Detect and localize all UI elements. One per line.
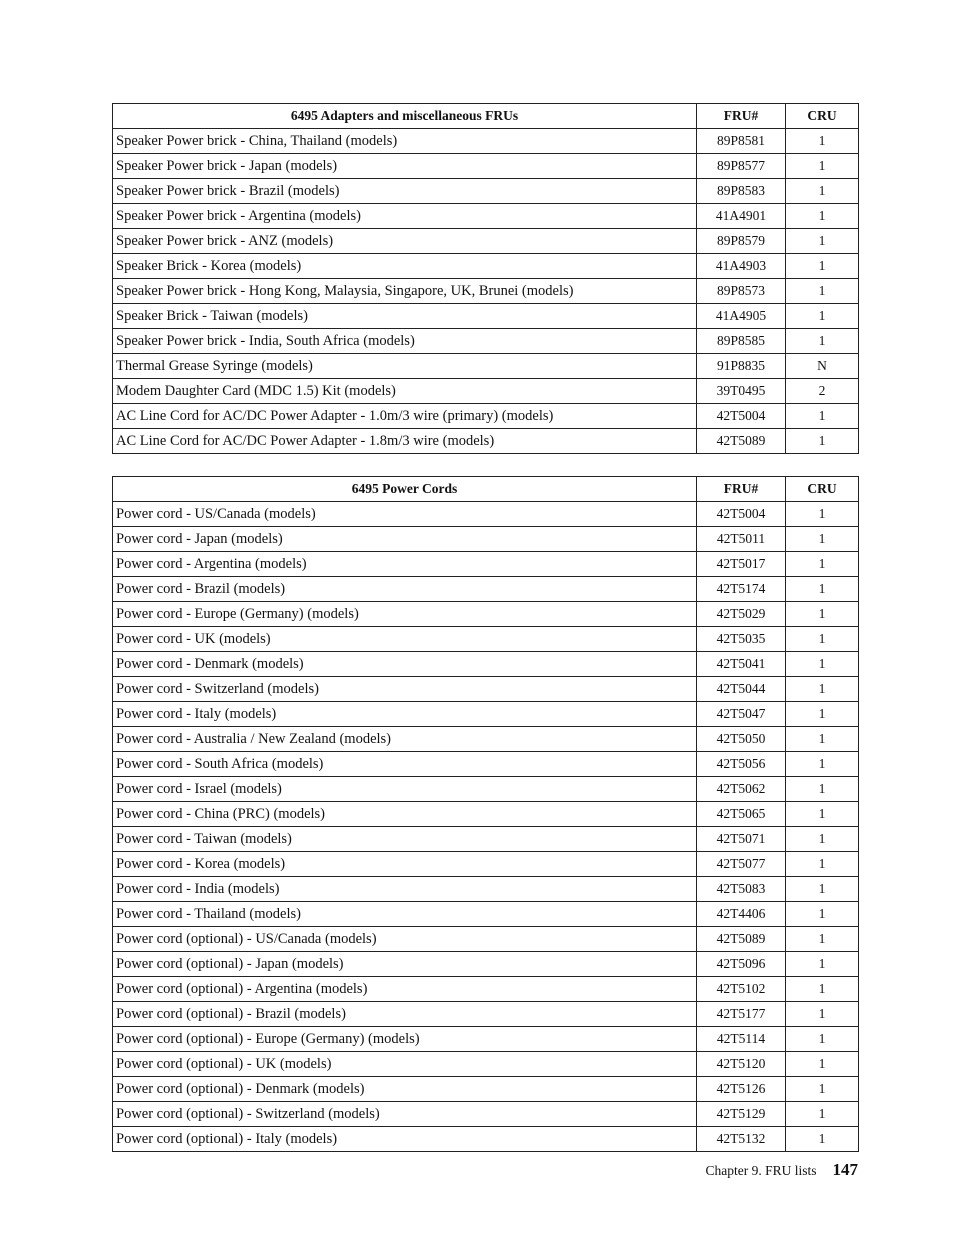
row-cru-value: N	[786, 354, 859, 379]
table-row	[113, 902, 859, 927]
row-description: Speaker Power brick - Hong Kong, Malaysia, Singapore, UK, Brunei (models)	[113, 279, 697, 304]
row-description: Power cord - Israel (models)	[113, 777, 697, 802]
row-fru-number: 42T5120	[697, 1052, 786, 1077]
table-row	[113, 1102, 859, 1127]
table-row	[113, 752, 859, 777]
row-cru-value: 1	[786, 1127, 859, 1152]
row-description: Power cord - South Africa (models)	[113, 752, 697, 777]
row-description: Speaker Brick - Taiwan (models)	[113, 304, 697, 329]
row-fru-number: 42T5114	[697, 1027, 786, 1052]
page-number: 147	[832, 1160, 858, 1179]
row-fru-number: 41A4903	[697, 254, 786, 279]
row-fru-number: 42T5041	[697, 652, 786, 677]
row-fru-number: 42T5065	[697, 802, 786, 827]
row-description: Power cord - US/Canada (models)	[113, 502, 697, 527]
row-cru-value: 1	[786, 502, 859, 527]
table-row	[113, 254, 859, 279]
row-fru-number: 39T0495	[697, 379, 786, 404]
row-fru-number: 42T5004	[697, 502, 786, 527]
table-row	[113, 577, 859, 602]
row-cru-value: 1	[786, 677, 859, 702]
row-description: Speaker Power brick - India, South Africa (models)	[113, 329, 697, 354]
row-fru-number: 42T5011	[697, 527, 786, 552]
row-cru-value: 1	[786, 179, 859, 204]
row-description: Speaker Power brick - Argentina (models)	[113, 204, 697, 229]
table-row	[113, 1052, 859, 1077]
row-description: Power cord - Argentina (models)	[113, 552, 697, 577]
table-row	[113, 354, 859, 379]
row-cru-value: 1	[786, 1027, 859, 1052]
row-description: Speaker Power brick - China, Thailand (models)	[113, 129, 697, 154]
row-fru-number: 42T4406	[697, 902, 786, 927]
table-row	[113, 852, 859, 877]
row-fru-number: 89P8577	[697, 154, 786, 179]
table-row	[113, 1077, 859, 1102]
row-fru-number: 42T5029	[697, 602, 786, 627]
row-fru-number: 42T5047	[697, 702, 786, 727]
table-row	[113, 877, 859, 902]
table-row	[113, 677, 859, 702]
table-row	[113, 552, 859, 577]
table-row	[113, 379, 859, 404]
row-description: AC Line Cord for AC/DC Power Adapter - 1.0m/3 wire (primary) (models)	[113, 404, 697, 429]
row-description: Speaker Power brick - Japan (models)	[113, 154, 697, 179]
row-fru-number: 42T5050	[697, 727, 786, 752]
row-fru-number: 89P8583	[697, 179, 786, 204]
row-cru-value: 1	[786, 204, 859, 229]
power-cords-fru-table	[112, 476, 859, 1152]
table-row	[113, 1127, 859, 1152]
table-row	[113, 952, 859, 977]
row-cru-value: 1	[786, 902, 859, 927]
row-description: Power cord - Switzerland (models)	[113, 677, 697, 702]
column-header-cru: CRU	[786, 104, 859, 129]
table-row	[113, 527, 859, 552]
row-cru-value: 1	[786, 304, 859, 329]
row-fru-number: 42T5056	[697, 752, 786, 777]
table-row	[113, 702, 859, 727]
table-row	[113, 279, 859, 304]
row-cru-value: 1	[786, 802, 859, 827]
row-cru-value: 1	[786, 1002, 859, 1027]
row-fru-number: 42T5044	[697, 677, 786, 702]
row-description: Power cord - Korea (models)	[113, 852, 697, 877]
column-header-description: 6495 Power Cords	[113, 477, 697, 502]
row-cru-value: 1	[786, 752, 859, 777]
row-fru-number: 42T5062	[697, 777, 786, 802]
row-fru-number: 89P8579	[697, 229, 786, 254]
row-cru-value: 1	[786, 652, 859, 677]
column-header-fru: FRU#	[697, 104, 786, 129]
row-fru-number: 42T5096	[697, 952, 786, 977]
row-description: Power cord (optional) - Europe (Germany) (models)	[113, 1027, 697, 1052]
row-description: Power cord (optional) - Italy (models)	[113, 1127, 697, 1152]
row-fru-number: 89P8585	[697, 329, 786, 354]
row-fru-number: 42T5126	[697, 1077, 786, 1102]
table-row	[113, 727, 859, 752]
row-fru-number: 42T5077	[697, 852, 786, 877]
row-cru-value: 1	[786, 852, 859, 877]
row-description: Power cord - Italy (models)	[113, 702, 697, 727]
row-fru-number: 41A4905	[697, 304, 786, 329]
table-header-row	[113, 477, 859, 502]
row-fru-number: 89P8581	[697, 129, 786, 154]
row-fru-number: 42T5089	[697, 927, 786, 952]
row-description: Power cord (optional) - Japan (models)	[113, 952, 697, 977]
row-description: Power cord - Taiwan (models)	[113, 827, 697, 852]
row-description: Speaker Power brick - Brazil (models)	[113, 179, 697, 204]
row-description: Power cord (optional) - Denmark (models)	[113, 1077, 697, 1102]
row-description: Power cord - Thailand (models)	[113, 902, 697, 927]
row-cru-value: 1	[786, 777, 859, 802]
row-description: AC Line Cord for AC/DC Power Adapter - 1.8m/3 wire (models)	[113, 429, 697, 454]
row-fru-number: 42T5004	[697, 404, 786, 429]
row-description: Modem Daughter Card (MDC 1.5) Kit (models)	[113, 379, 697, 404]
row-cru-value: 1	[786, 404, 859, 429]
row-cru-value: 1	[786, 429, 859, 454]
row-description: Power cord - Japan (models)	[113, 527, 697, 552]
row-fru-number: 42T5017	[697, 552, 786, 577]
column-header-cru: CRU	[786, 477, 859, 502]
row-cru-value: 1	[786, 627, 859, 652]
table-row	[113, 627, 859, 652]
row-fru-number: 42T5174	[697, 577, 786, 602]
row-description: Power cord - India (models)	[113, 877, 697, 902]
row-cru-value: 1	[786, 977, 859, 1002]
row-cru-value: 1	[786, 952, 859, 977]
row-cru-value: 1	[786, 702, 859, 727]
row-cru-value: 1	[786, 1102, 859, 1127]
column-header-description: 6495 Adapters and miscellaneous FRUs	[113, 104, 697, 129]
row-description: Power cord - Europe (Germany) (models)	[113, 602, 697, 627]
table-header-row	[113, 104, 859, 129]
row-cru-value: 1	[786, 154, 859, 179]
row-description: Power cord - China (PRC) (models)	[113, 802, 697, 827]
row-cru-value: 1	[786, 254, 859, 279]
table-row	[113, 827, 859, 852]
table-row	[113, 179, 859, 204]
row-cru-value: 1	[786, 927, 859, 952]
table-row	[113, 329, 859, 354]
row-cru-value: 1	[786, 727, 859, 752]
row-fru-number: 42T5129	[697, 1102, 786, 1127]
table-row	[113, 204, 859, 229]
row-fru-number: 42T5132	[697, 1127, 786, 1152]
row-fru-number: 91P8835	[697, 354, 786, 379]
row-cru-value: 2	[786, 379, 859, 404]
row-cru-value: 1	[786, 527, 859, 552]
row-cru-value: 1	[786, 877, 859, 902]
row-description: Power cord (optional) - Argentina (models)	[113, 977, 697, 1002]
adapters-fru-table	[112, 103, 859, 454]
row-cru-value: 1	[786, 1077, 859, 1102]
row-description: Power cord - UK (models)	[113, 627, 697, 652]
row-cru-value: 1	[786, 552, 859, 577]
row-fru-number: 42T5035	[697, 627, 786, 652]
row-cru-value: 1	[786, 602, 859, 627]
chapter-label: Chapter 9. FRU lists	[705, 1163, 817, 1178]
table-row	[113, 977, 859, 1002]
table-row	[113, 502, 859, 527]
row-description: Power cord - Australia / New Zealand (models)	[113, 727, 697, 752]
row-description: Power cord (optional) - Switzerland (models)	[113, 1102, 697, 1127]
row-cru-value: 1	[786, 1052, 859, 1077]
table-row	[113, 602, 859, 627]
row-cru-value: 1	[786, 229, 859, 254]
table-row	[113, 1027, 859, 1052]
row-fru-number: 89P8573	[697, 279, 786, 304]
table-row	[113, 777, 859, 802]
row-description: Speaker Power brick - ANZ (models)	[113, 229, 697, 254]
page-footer	[705, 1160, 858, 1180]
row-description: Power cord - Brazil (models)	[113, 577, 697, 602]
row-cru-value: 1	[786, 329, 859, 354]
row-cru-value: 1	[786, 279, 859, 304]
table-row	[113, 652, 859, 677]
row-cru-value: 1	[786, 827, 859, 852]
row-description: Power cord (optional) - US/Canada (models)	[113, 927, 697, 952]
table-row	[113, 404, 859, 429]
row-fru-number: 42T5071	[697, 827, 786, 852]
table-row	[113, 927, 859, 952]
table-row	[113, 802, 859, 827]
row-description: Power cord (optional) - UK (models)	[113, 1052, 697, 1077]
row-cru-value: 1	[786, 577, 859, 602]
row-fru-number: 41A4901	[697, 204, 786, 229]
row-fru-number: 42T5083	[697, 877, 786, 902]
table-row	[113, 129, 859, 154]
table-row	[113, 229, 859, 254]
row-description: Thermal Grease Syringe (models)	[113, 354, 697, 379]
row-description: Power cord - Denmark (models)	[113, 652, 697, 677]
table-row	[113, 304, 859, 329]
table-row	[113, 154, 859, 179]
table-row	[113, 1002, 859, 1027]
row-description: Power cord (optional) - Brazil (models)	[113, 1002, 697, 1027]
table-row	[113, 429, 859, 454]
row-description: Speaker Brick - Korea (models)	[113, 254, 697, 279]
row-cru-value: 1	[786, 129, 859, 154]
column-header-fru: FRU#	[697, 477, 786, 502]
row-fru-number: 42T5102	[697, 977, 786, 1002]
row-fru-number: 42T5177	[697, 1002, 786, 1027]
row-fru-number: 42T5089	[697, 429, 786, 454]
